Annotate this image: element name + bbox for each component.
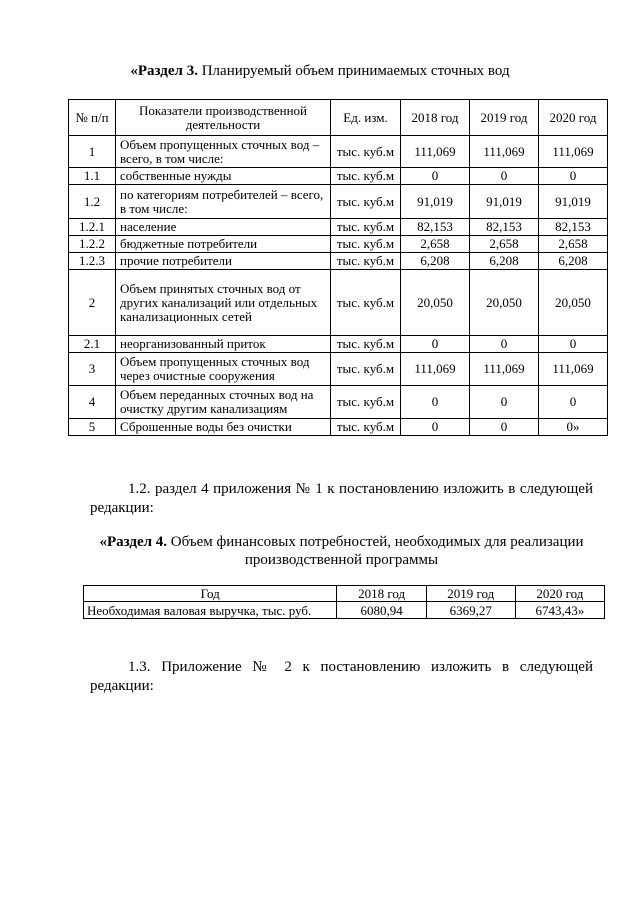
row-num: 1.2.3 bbox=[69, 253, 116, 270]
row-2018: 20,050 bbox=[401, 270, 470, 336]
section3-table bbox=[68, 99, 608, 436]
row-2020: 6,208 bbox=[539, 253, 608, 270]
header-indicator: Показатели производственной деятельности bbox=[116, 100, 331, 136]
row-unit: тыс. куб.м bbox=[331, 136, 401, 168]
row-indicator: население bbox=[116, 219, 331, 236]
header-unit: Ед. изм. bbox=[331, 100, 401, 136]
table-row bbox=[69, 136, 608, 168]
table-row bbox=[69, 219, 608, 236]
section3-title-prefix: «Раздел 3. bbox=[130, 63, 198, 79]
row-2019: 2,658 bbox=[470, 236, 539, 253]
row-indicator: неорганизованный приток bbox=[116, 336, 331, 353]
row-2019: 82,153 bbox=[470, 219, 539, 236]
header-2019: 2019 год bbox=[470, 100, 539, 136]
row-2018: 0 bbox=[401, 386, 470, 419]
row-num: 2.1 bbox=[69, 336, 116, 353]
row-unit: тыс. куб.м bbox=[331, 270, 401, 336]
header-2020: 2020 год bbox=[515, 586, 604, 602]
row-2018: 2,658 bbox=[401, 236, 470, 253]
row-indicator: Объем принятых сточных вод от других канализаций или отдельных канализационных сетей bbox=[116, 270, 331, 336]
row-indicator: Сброшенные воды без очистки bbox=[116, 419, 331, 436]
row-2020: 20,050 bbox=[539, 270, 608, 336]
row-num: 1.2.2 bbox=[69, 236, 116, 253]
row-unit: тыс. куб.м bbox=[331, 168, 401, 185]
row-2019: 6369,27 bbox=[426, 602, 515, 619]
row-2020: 0» bbox=[539, 419, 608, 436]
paragraph-1-3 bbox=[90, 658, 593, 696]
table-header-row bbox=[69, 100, 608, 136]
row-num: 4 bbox=[69, 386, 116, 419]
table-row bbox=[69, 253, 608, 270]
row-2020: 111,069 bbox=[539, 136, 608, 168]
row-indicator: Объем пропущенных сточных вод – всего, в том числе: bbox=[116, 136, 331, 168]
row-indicator: прочие потребители bbox=[116, 253, 331, 270]
table-row bbox=[69, 353, 608, 386]
row-2018: 0 bbox=[401, 336, 470, 353]
row-2019: 20,050 bbox=[470, 270, 539, 336]
header-2018: 2018 год bbox=[401, 100, 470, 136]
row-num: 1.2 bbox=[69, 185, 116, 219]
table-row bbox=[69, 270, 608, 336]
header-2020: 2020 год bbox=[539, 100, 608, 136]
row-2018: 111,069 bbox=[401, 136, 470, 168]
row-unit: тыс. куб.м bbox=[331, 353, 401, 386]
header-year: Год bbox=[84, 586, 337, 602]
row-num: 3 bbox=[69, 353, 116, 386]
row-indicator: по категориям потребителей – всего, в том числе: bbox=[116, 185, 331, 219]
table-row bbox=[69, 236, 608, 253]
paragraph-1-3-line2: редакции: bbox=[90, 678, 154, 694]
row-num: 1 bbox=[69, 136, 116, 168]
header-num: № п/п bbox=[69, 100, 116, 136]
row-num: 2 bbox=[69, 270, 116, 336]
row-unit: тыс. куб.м bbox=[331, 219, 401, 236]
row-2018: 111,069 bbox=[401, 353, 470, 386]
row-2020: 6743,43» bbox=[515, 602, 604, 619]
row-unit: тыс. куб.м bbox=[331, 185, 401, 219]
row-2020: 0 bbox=[539, 386, 608, 419]
section3-title bbox=[0, 62, 640, 80]
row-label: Необходимая валовая выручка, тыс. руб. bbox=[84, 602, 337, 619]
row-num: 1.2.1 bbox=[69, 219, 116, 236]
table-row bbox=[69, 168, 608, 185]
row-2020: 0 bbox=[539, 336, 608, 353]
table-header-row bbox=[84, 586, 605, 602]
header-2019: 2019 год bbox=[426, 586, 515, 602]
paragraph-1-3-line1: 1.3. Приложение № 2 к постановлению изложить в следующей bbox=[128, 659, 593, 675]
row-unit: тыс. куб.м bbox=[331, 236, 401, 253]
row-unit: тыс. куб.м bbox=[331, 253, 401, 270]
row-unit: тыс. куб.м bbox=[331, 336, 401, 353]
paragraph-1-2 bbox=[90, 480, 593, 518]
section4-title bbox=[90, 533, 593, 569]
section4-title-prefix: «Раздел 4. bbox=[99, 534, 168, 550]
row-indicator: бюджетные потребители bbox=[116, 236, 331, 253]
row-2020: 111,069 bbox=[539, 353, 608, 386]
row-2018: 0 bbox=[401, 168, 470, 185]
row-2018: 6,208 bbox=[401, 253, 470, 270]
row-indicator: собственные нужды bbox=[116, 168, 331, 185]
paragraph-1-2-line2: редакции: bbox=[90, 500, 154, 516]
row-2018: 91,019 bbox=[401, 185, 470, 219]
row-2019: 91,019 bbox=[470, 185, 539, 219]
table-row bbox=[69, 185, 608, 219]
table-row bbox=[84, 602, 605, 619]
header-2018: 2018 год bbox=[337, 586, 426, 602]
row-2019: 6,208 bbox=[470, 253, 539, 270]
row-2019: 0 bbox=[470, 386, 539, 419]
row-2019: 0 bbox=[470, 336, 539, 353]
section4-title-rest: Объем финансовых потребностей, необходимых для реализации производственной программы bbox=[167, 534, 584, 568]
row-2020: 91,019 bbox=[539, 185, 608, 219]
row-num: 5 bbox=[69, 419, 116, 436]
row-indicator: Объем пропущенных сточных вод через очистные сооружения bbox=[116, 353, 331, 386]
row-unit: тыс. куб.м bbox=[331, 386, 401, 419]
row-2018: 0 bbox=[401, 419, 470, 436]
section4-table bbox=[83, 585, 605, 619]
row-2019: 111,069 bbox=[470, 136, 539, 168]
row-2018: 82,153 bbox=[401, 219, 470, 236]
row-2020: 82,153 bbox=[539, 219, 608, 236]
table-row bbox=[69, 336, 608, 353]
paragraph-1-2-line1: 1.2. раздел 4 приложения № 1 к постановлению изложить в следующей bbox=[128, 481, 593, 497]
row-2019: 0 bbox=[470, 168, 539, 185]
row-indicator: Объем переданных сточных вод на очистку другим канализациям bbox=[116, 386, 331, 419]
row-2019: 111,069 bbox=[470, 353, 539, 386]
table-row bbox=[69, 386, 608, 419]
row-2020: 2,658 bbox=[539, 236, 608, 253]
row-2018: 6080,94 bbox=[337, 602, 426, 619]
row-2019: 0 bbox=[470, 419, 539, 436]
row-unit: тыс. куб.м bbox=[331, 419, 401, 436]
row-num: 1.1 bbox=[69, 168, 116, 185]
table-row bbox=[69, 419, 608, 436]
row-2020: 0 bbox=[539, 168, 608, 185]
section3-title-rest: Планируемый объем принимаемых сточных вод bbox=[197, 63, 510, 79]
